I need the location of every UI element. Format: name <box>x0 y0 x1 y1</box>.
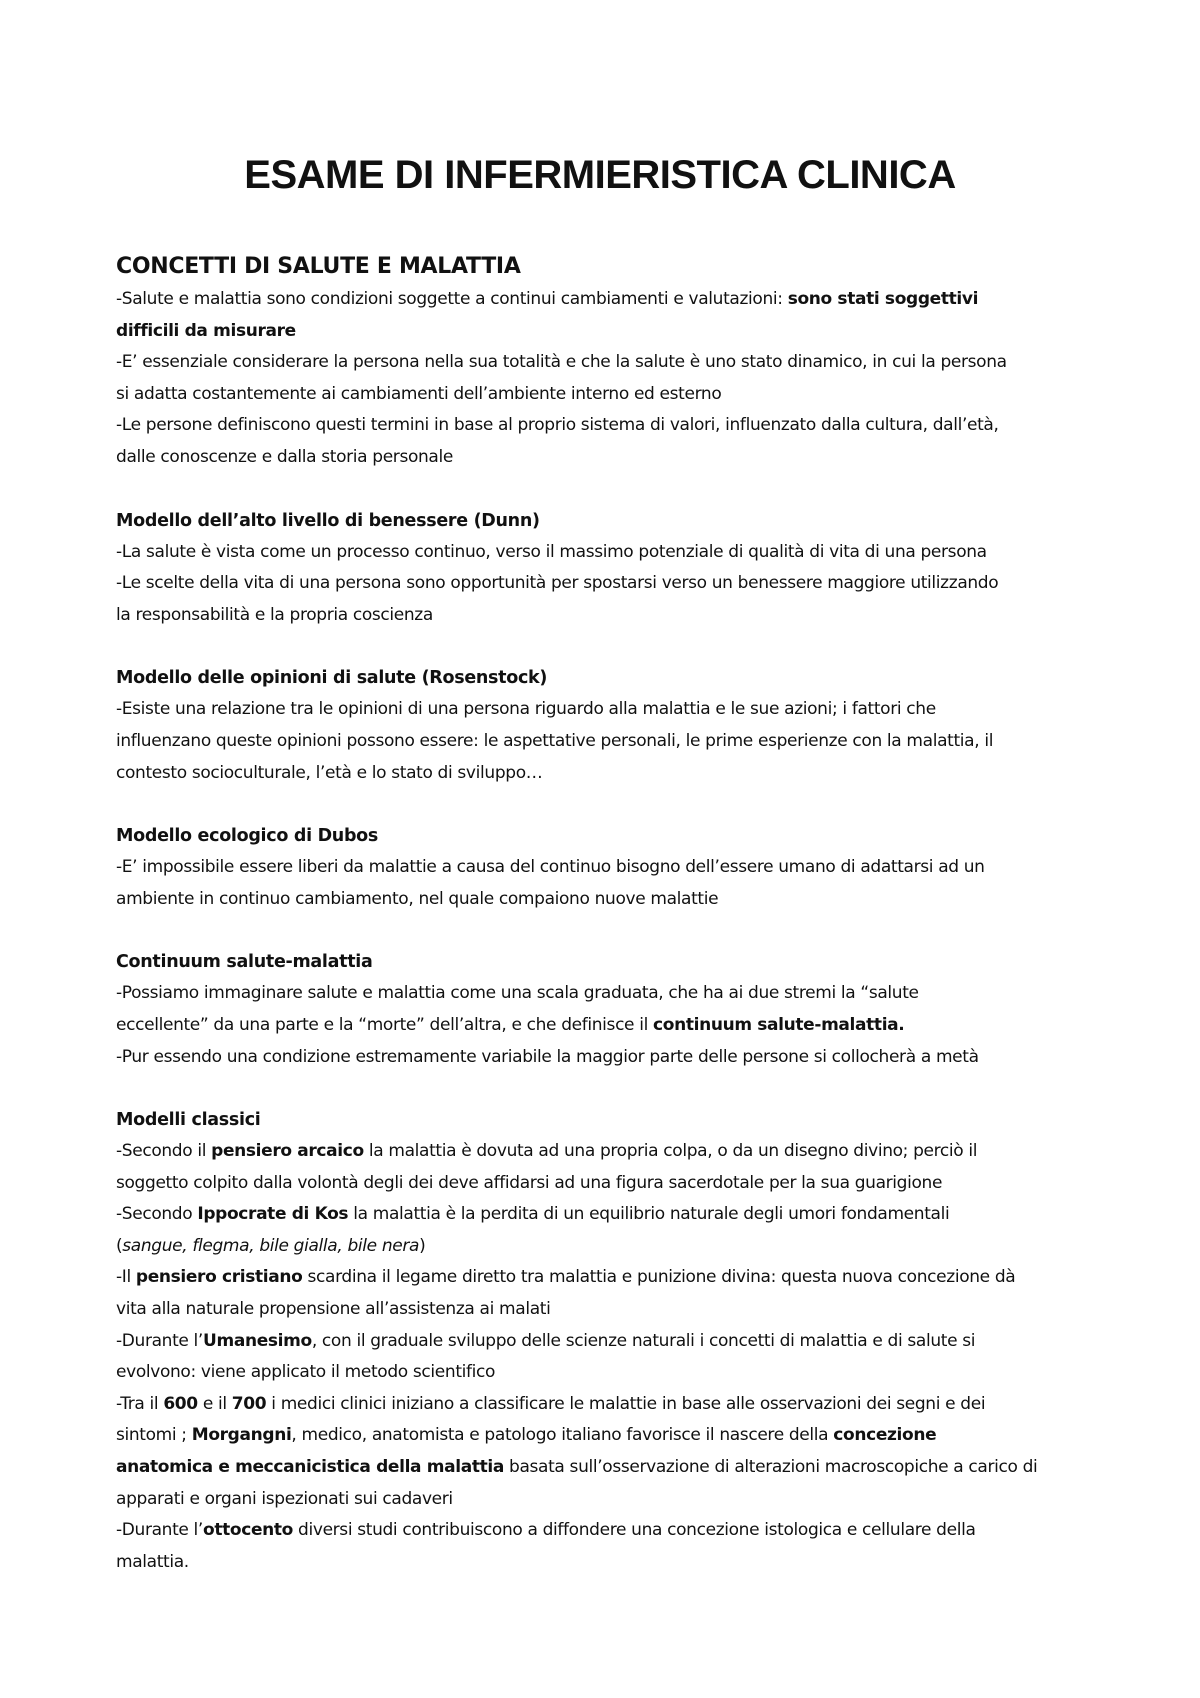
text-line <box>116 1136 1096 1168</box>
text-line <box>116 1262 1096 1294</box>
text-line: si adatta costantemente ai cambiamenti dell’ambiente interno ed esterno <box>116 383 722 404</box>
text-line: ambiente in continuo cambiamento, nel quale compaiono nuove malattie <box>116 888 719 909</box>
text-span: -Secondo <box>116 1204 198 1225</box>
text-line <box>116 1515 1096 1547</box>
text-span: -Salute e malattia sono condizioni soggette a continui cambiamenti e valutazioni: <box>116 289 788 309</box>
italic-span: sangue, flegma, bile gialla, bile nera <box>122 1235 420 1256</box>
text-span: -Durante l’ <box>116 1330 203 1351</box>
bold-span: ottocento <box>203 1520 293 1541</box>
spacer <box>116 1073 1096 1104</box>
subsection-heading: Modello delle opinioni di salute (Rosenstock) <box>116 668 548 689</box>
dubos-model <box>116 820 1096 915</box>
text-line <box>116 1420 1096 1452</box>
bold-span: difficili da misurare <box>116 320 296 341</box>
section-heading: CONCETTI DI SALUTE E MALATTIA <box>116 254 521 279</box>
text-span: diversi studi contribuiscono a diffondere una concezione istologica e cellulare della <box>292 1520 976 1541</box>
bold-span: concezione <box>833 1425 937 1446</box>
subsection-heading: Modelli classici <box>116 1110 261 1131</box>
text-span: e il <box>197 1393 232 1414</box>
classic-models <box>116 1104 1096 1578</box>
text-line: -Pur essendo una condizione estremamente variabile la maggior parte delle persone si collocherà a metà <box>116 1046 979 1067</box>
bold-span: Ippocrate di Kos <box>197 1204 349 1225</box>
text-line: -E’ impossibile essere liberi da malattie a causa del continuo bisogno dell’essere umano di adattarsi ad un <box>116 857 985 878</box>
text-line: -E’ essenziale considerare la persona nella sua totalità e che la salute è uno stato dinamico, in cui la persona <box>116 352 1007 373</box>
text-span: la malattia è la perdita di un equilibrio naturale degli umori fondamentali <box>348 1204 950 1225</box>
text-line: -La salute è vista come un processo continuo, verso il massimo potenziale di qualità di vita di una persona <box>116 541 987 562</box>
text-line <box>116 316 1096 348</box>
text-line: apparati e organi ispezionati sui cadaveri <box>116 1488 453 1509</box>
bold-span: Umanesimo <box>203 1330 312 1351</box>
text-span: sintomi ; <box>116 1425 192 1446</box>
text-span: -Secondo il <box>116 1141 212 1162</box>
dunn-model <box>116 505 1096 632</box>
subsection-heading: Continuum salute-malattia <box>116 952 373 973</box>
subsection-heading: Modello dell’alto livello di benessere (Dunn) <box>116 510 540 531</box>
spacer <box>116 789 1096 820</box>
text-line: -Possiamo immaginare salute e malattia come una scala graduata, che ha ai due stremi la “salute <box>116 983 919 1004</box>
text-line: malattia. <box>116 1551 189 1572</box>
text-span: -Tra il <box>116 1393 164 1414</box>
text-line: evolvono: viene applicato il metodo scientifico <box>116 1362 496 1383</box>
text-span: ( <box>116 1235 123 1256</box>
bold-span: anatomica e meccanicistica della malattia <box>116 1457 504 1478</box>
continuum-section <box>116 946 1096 1073</box>
text-span: basata sull’osservazione di alterazioni macroscopiche a carico di <box>503 1457 1038 1478</box>
spacer <box>116 915 1096 946</box>
text-line: -Le persone definiscono questi termini in base al proprio sistema di valori, influenzato dalla cultura, dall’età, <box>116 415 999 436</box>
text-line: vita alla naturale propensione all’assistenza ai malati <box>116 1299 551 1320</box>
text-line: soggetto colpito dalla volontà degli dei deve affidarsi ad una figura sacerdotale per la sua guarigione <box>116 1172 943 1193</box>
text-span: ) <box>419 1235 426 1256</box>
text-line: -Le scelte della vita di una persona sono opportunità per spostarsi verso un benessere maggiore utilizzando <box>116 573 999 594</box>
text-line: dalle conoscenze e dalla storia personale <box>116 446 453 467</box>
text-line: contesto socioculturale, l’età e lo stato di sviluppo… <box>116 762 543 783</box>
text-span: la malattia è dovuta ad una propria colpa, o da un disegno divino; perciò il <box>363 1141 978 1162</box>
bold-span: pensiero cristiano <box>135 1267 303 1288</box>
rosenstock-model <box>116 662 1096 789</box>
text-span: i medici clinici iniziano a classificare le malattie in base alle osservazioni dei segni e dei <box>266 1393 986 1414</box>
text-span: -Il <box>116 1267 136 1288</box>
text-line <box>116 1199 1096 1231</box>
text-line: la responsabilità e la propria coscienza <box>116 604 433 625</box>
text-span: scardina il legame diretto tra malattia e punizione divina: questa nuova concezione dà <box>302 1267 1016 1288</box>
bold-span: Morgangni <box>191 1425 292 1446</box>
text-span: , con il graduale sviluppo delle scienze naturali i concetti di malattia e di salute si <box>311 1330 976 1351</box>
bold-span: 700 <box>231 1393 267 1414</box>
spacer <box>116 631 1096 662</box>
text-line <box>116 1389 1096 1421</box>
intro-paragraph <box>116 284 1096 474</box>
bold-span: continuum salute-malattia. <box>653 1014 905 1035</box>
text-line <box>116 1326 1096 1358</box>
text-line <box>116 1231 1096 1263</box>
text-line: -Esiste una relazione tra le opinioni di una persona riguardo alla malattia e le sue azioni; i fattori che <box>116 699 936 720</box>
text-line <box>116 284 1096 316</box>
text-line: influenzano queste opinioni possono essere: le aspettative personali, le prime esperienze con la malattia, il <box>116 730 994 751</box>
bold-span: pensiero arcaico <box>211 1141 364 1162</box>
text-span: , medico, anatomista e patologo italiano favorisce il nascere della <box>291 1425 834 1446</box>
document-title: ESAME DI INFERMIERISTICA CLINICA <box>244 153 956 197</box>
text-span: -Durante l’ <box>116 1520 203 1541</box>
bold-span: 600 <box>163 1393 198 1414</box>
subsection-heading: Modello ecologico di Dubos <box>116 826 379 847</box>
text-line <box>116 1010 1096 1042</box>
document-body <box>116 250 1096 1578</box>
bold-span: sono stati soggettivi <box>787 289 979 309</box>
spacer <box>116 474 1096 505</box>
text-span: eccellente” da una parte e la “morte” dell’altra, e che definisce il <box>116 1014 654 1035</box>
text-line <box>116 1452 1096 1484</box>
